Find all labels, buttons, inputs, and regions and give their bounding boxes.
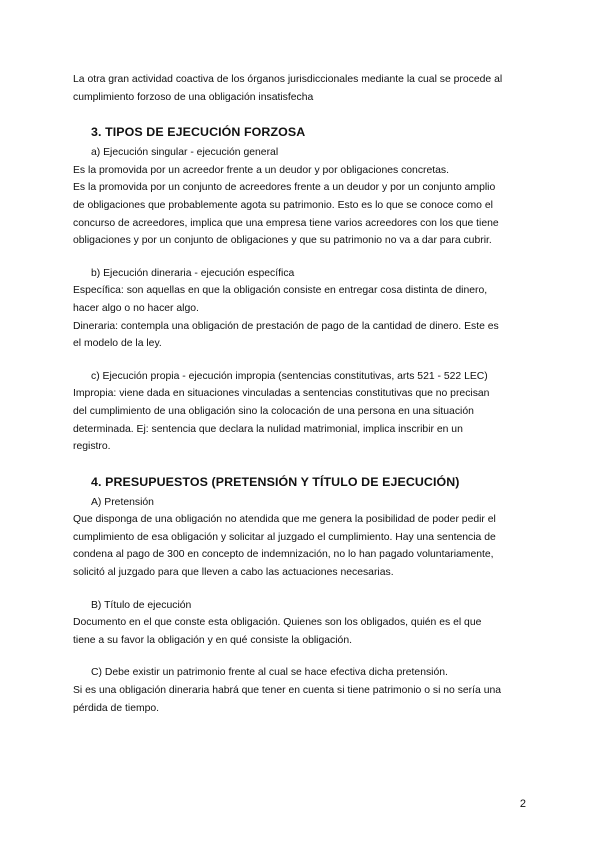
subheading-3b: b) Ejecución dineraria - ejecución específica [91, 267, 295, 279]
section-4a [73, 494, 528, 582]
section-3b [73, 265, 528, 353]
section-4b [73, 597, 528, 650]
section-3a [73, 144, 528, 250]
paragraph-line: hacer algo o no hacer algo. [73, 302, 199, 314]
paragraph-line: determinada. Ej: sentencia que declara la nulidad matrimonial, implica inscribir en un [73, 423, 463, 435]
section-3-heading: 3. TIPOS DE EJECUCIÓN FORZOSA [91, 125, 306, 140]
section-3c [73, 368, 528, 456]
paragraph-line: Documento en el que conste esta obligación. Quienes son los obligados, quién es el que [73, 617, 482, 629]
paragraph-line: pérdida de tiempo. [73, 702, 160, 714]
paragraph-line: concurso de acreedores, implica que una empresa tiene varios acreedores con los que tiene [73, 217, 499, 229]
section-4-heading: 4. PRESUPUESTOS (PRETENSIÓN Y TÍTULO DE EJECUCIÓN) [91, 474, 460, 489]
paragraph-line: Es la promovida por un conjunto de acreedores frente a un deudor y por un conjunto amplio [73, 182, 496, 194]
subheading-4b: B) Título de ejecución [91, 599, 192, 611]
paragraph-line: registro. [73, 441, 111, 453]
paragraph-line: solicitó al juzgado para que lleven a cabo las actuaciones necesarias. [73, 567, 394, 579]
paragraph-line: del cumplimiento de una obligación sino la colocación de una persona en una situación [73, 405, 474, 417]
paragraph-line: Impropia: viene dada en situaciones vinculadas a sentencias constitutivas que no precisan [73, 388, 490, 400]
paragraph-line: Que disponga de una obligación no atendida que me genera la posibilidad de poder pedir el [73, 514, 496, 526]
page-number: 2 [519, 798, 526, 810]
intro-line: cumplimiento forzoso de una obligación insatisfecha [73, 91, 314, 103]
document-body [73, 71, 528, 717]
intro-line: La otra gran actividad coactiva de los órganos jurisdiccionales mediante la cual se procede al [73, 74, 503, 85]
paragraph-line: Si es una obligación dineraria habrá que tener en cuenta si tiene patrimonio o si no sería una [73, 685, 502, 697]
section-4c [73, 664, 528, 717]
paragraph-line: de obligaciones que probablemente agota su patrimonio. Esto es lo que se conoce como el [73, 199, 493, 211]
paragraph-line: obligaciones y por un conjunto de obligaciones y que su patrimonio no va a dar para cubrir. [73, 235, 492, 247]
paragraph-line: el modelo de la ley. [73, 338, 162, 350]
subheading-4c: C) Debe existir un patrimonio frente al cual se hace efectiva dicha pretensión. [91, 667, 448, 679]
paragraph-line: tiene a su favor la obligación y en qué consiste la obligación. [73, 634, 352, 646]
paragraph-line: Es la promovida por un acreedor frente a un deudor y por obligaciones concretas. [73, 164, 450, 176]
paragraph-line: condena al pago de 300 en concepto de indemnización, no lo han pagado voluntariamente, [73, 549, 494, 561]
subheading-3a: a) Ejecución singular - ejecución general [91, 147, 279, 159]
paragraph-line: Específica: son aquellas en que la obligación consiste en entregar cosa distinta de dinero, [73, 285, 488, 297]
subheading-3c: c) Ejecución propia - ejecución impropia (sentencias constitutivas, arts 521 - 522 LEC) [91, 370, 488, 382]
subheading-4a: A) Pretensión [91, 496, 154, 508]
paragraph-line: Dineraria: contempla una obligación de prestación de pago de la cantidad de dinero. Este es [73, 320, 499, 332]
paragraph-line: cumplimiento de esa obligación y solicitar al juzgado el cumplimiento. Hay una sentencia de [73, 531, 496, 543]
intro-paragraph [73, 71, 528, 106]
